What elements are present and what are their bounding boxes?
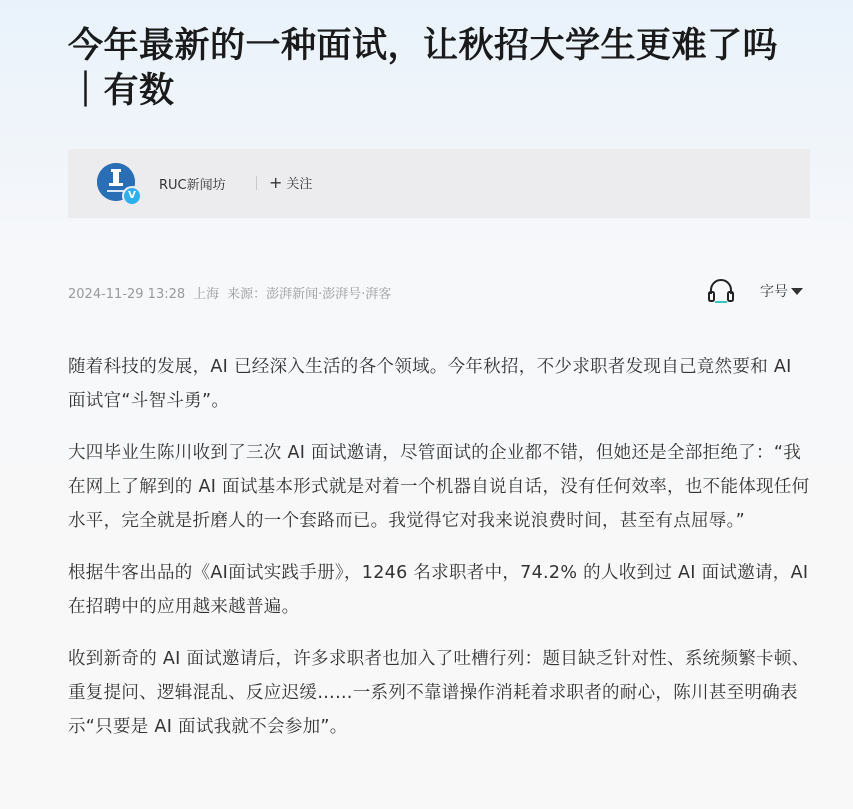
publish-datetime: 2024-11-29 13:28: [68, 287, 186, 302]
article-paragraph: 收到新奇的 AI 面试邀请后，许多求职者也加入了吐槽行列：题目缺乏针对性、系统频繁卡顿、重复提问、逻辑混乱、反应迟缓……一系列不靠谱操作消耗着求职者的耐心，陈川甚至明确表示“只要是 AI 面试我就不会参加”。: [68, 649, 810, 737]
font-size-label: 字号: [760, 284, 788, 300]
article-meta: [68, 283, 399, 302]
font-size-button[interactable]: [760, 281, 803, 301]
article-source: 来源：澎湃新闻·澎湃号·湃客: [227, 287, 392, 302]
author-card: [68, 149, 810, 218]
article-paragraph: 大四毕业生陈川收到了三次 AI 面试邀请，尽管面试的企业都不错，但她还是全部拒绝了：“我在网上了解到的 AI 面试基本形式就是对着一个机器自说自话，没有任何效率，也不能体现任何水平，完全就是折磨人的一个套路而已。我觉得它对我来说浪费时间，甚至有点屈辱。”: [68, 443, 810, 531]
article-body: [68, 350, 810, 762]
article-page: [68, 0, 810, 737]
headphones-icon[interactable]: [706, 276, 736, 304]
article-paragraph: 根据牛客出品的《AI面试实践手册》，1246 名求职者中，74.2% 的人收到过 AI 面试邀请，AI 在招聘中的应用越来越普遍。: [68, 563, 809, 617]
publish-location: 上海: [193, 287, 220, 302]
caret-down-icon: [791, 288, 803, 295]
article-paragraph: 随着科技的发展，AI 已经深入生活的各个领域。今年秋招，不少求职者发现自己竟然要和 AI 面试官“斗智斗勇”。: [68, 357, 792, 411]
verified-badge-icon: V: [122, 186, 142, 206]
author-name[interactable]: RUC新闻坊: [159, 178, 226, 193]
article-title: 今年最新的一种面试，让秋招大学生更难了吗｜有数: [68, 26, 779, 111]
plus-icon: +: [269, 172, 283, 192]
follow-button[interactable]: [269, 173, 312, 192]
divider: [256, 176, 257, 190]
follow-label: 关注: [286, 177, 313, 192]
